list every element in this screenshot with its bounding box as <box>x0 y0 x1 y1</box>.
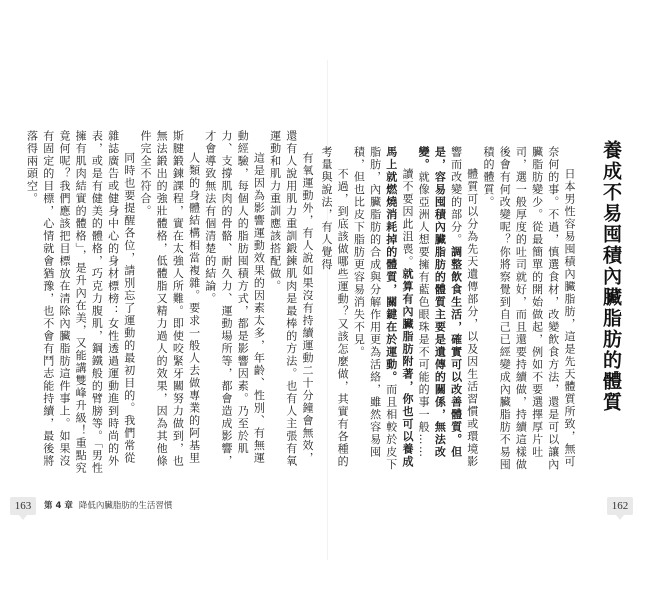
body-text: 同時也要提醒各位，請別忘了運動的最初目的。我們常從雜誌廣告或健身中心的身材標榜：女性透過運動進到時尚的外表，或是有健美的體格，巧克力腹肌，鋼鐵般的臂膀等。「男性擁有肌肉結實的體格」，是升內在美，又能講雙峰升級！重點究竟何呢？我們應該把目標放在清除內臟脂肪這件事上。如果沒有固定的目標，心情就會猶豫，也不會有鬥志能持續，最後將落得兩頭空。 <box>25 130 136 475</box>
section-heading: 養成不易囤積內臟脂肪的體質 <box>600 140 622 413</box>
left_page-paragraph <box>202 130 267 475</box>
body-text: 人類的身體結構相當複雜。要求一般人去做專業的阿基里斯腱鍛鍊課程，實在太強人所難。即使咬緊牙關努力做到，也無法鍛出的強壯體格，低體脂又精力過人的效果，因為其他條件完全不符合。 <box>138 130 201 468</box>
left_page-paragraph <box>23 130 136 475</box>
left-page-body <box>25 130 315 475</box>
right_page-paragraph <box>480 146 577 476</box>
page-number-right: 162 <box>607 497 633 515</box>
emphasized-text: 就算有內臟脂肪附著，你也可以養成馬上就燃燒消耗掉的體質，關鍵在於運動。 <box>384 146 414 468</box>
left_page-paragraph <box>137 130 202 475</box>
body-text: 讀不要因此沮喪。 <box>400 168 414 268</box>
body-text: 不過，到底該做哪些運動？又該怎麼做，其實有各種的考量與說法，有人覺得 <box>319 146 350 468</box>
right_page-paragraph <box>415 146 480 476</box>
running-head-title: 降低內臟脂肪的生活習慣 <box>78 501 173 511</box>
left_page-paragraph <box>266 130 315 475</box>
running-head <box>44 499 172 511</box>
body-text: 有氧運動外，有人說如果沒有持續運動二十分鐘會無效，還有人說用肌力重訓鍛鍊肌肉是最棒的方法。也有人主張有氧運動和肌力重訓應該搭配做。 <box>268 130 314 468</box>
body-text: 而且相較於皮下脂肪，內臟脂肪的合成與分解作用更為活絡，雖然容易囤積，但也比皮下脂肪更容易消失不見。 <box>352 146 398 471</box>
running-head-chapter: 第 4 章 <box>44 501 73 511</box>
body-text: 這是因為影響運動效果的因素太多，年齡、性別、有無運動經驗，每個人的脂肪囤積方式，都是影響因素。乃至於肌力、支撐肌肉的骨骼、耐久力、運動場所等，都會造成影響，才會導致無法有個清楚的結論。 <box>203 130 266 468</box>
right_page-paragraph <box>318 146 350 476</box>
right-page <box>319 0 655 609</box>
right-page-body <box>319 146 577 476</box>
body-text: 就像亞洲人想要擁有藍色眼珠是不可能的事一般…… <box>417 171 431 459</box>
left-page <box>0 0 327 609</box>
page-number-left: 163 <box>10 497 36 515</box>
body-text: 日本男性容易囤積內臟脂肪，這是先天體質所致，無可奈何的事。不過，慎選食材，改變飲食方法，還是可以讓內臟脂肪變少。從最簡單的開始做起，例如不要選擇厚片吐司，選一般厚度的吐司就好，而且還要持續做，持續這樣做後會有何改變呢？你將察覺到自己已經變成內臟脂肪不易囤積的體質。 <box>481 146 576 471</box>
body-text: 體質可以分為先天遺傳部分，以及因生活習慣或環境影響而改變的部分。 <box>449 146 479 468</box>
emphasized-text: 調整飲食生活，確實可以改善體質。但是，容易囤積內臟脂肪的體質主要是遺傳的關係，無法改變。 <box>417 146 463 459</box>
right_page-paragraph <box>350 146 415 476</box>
